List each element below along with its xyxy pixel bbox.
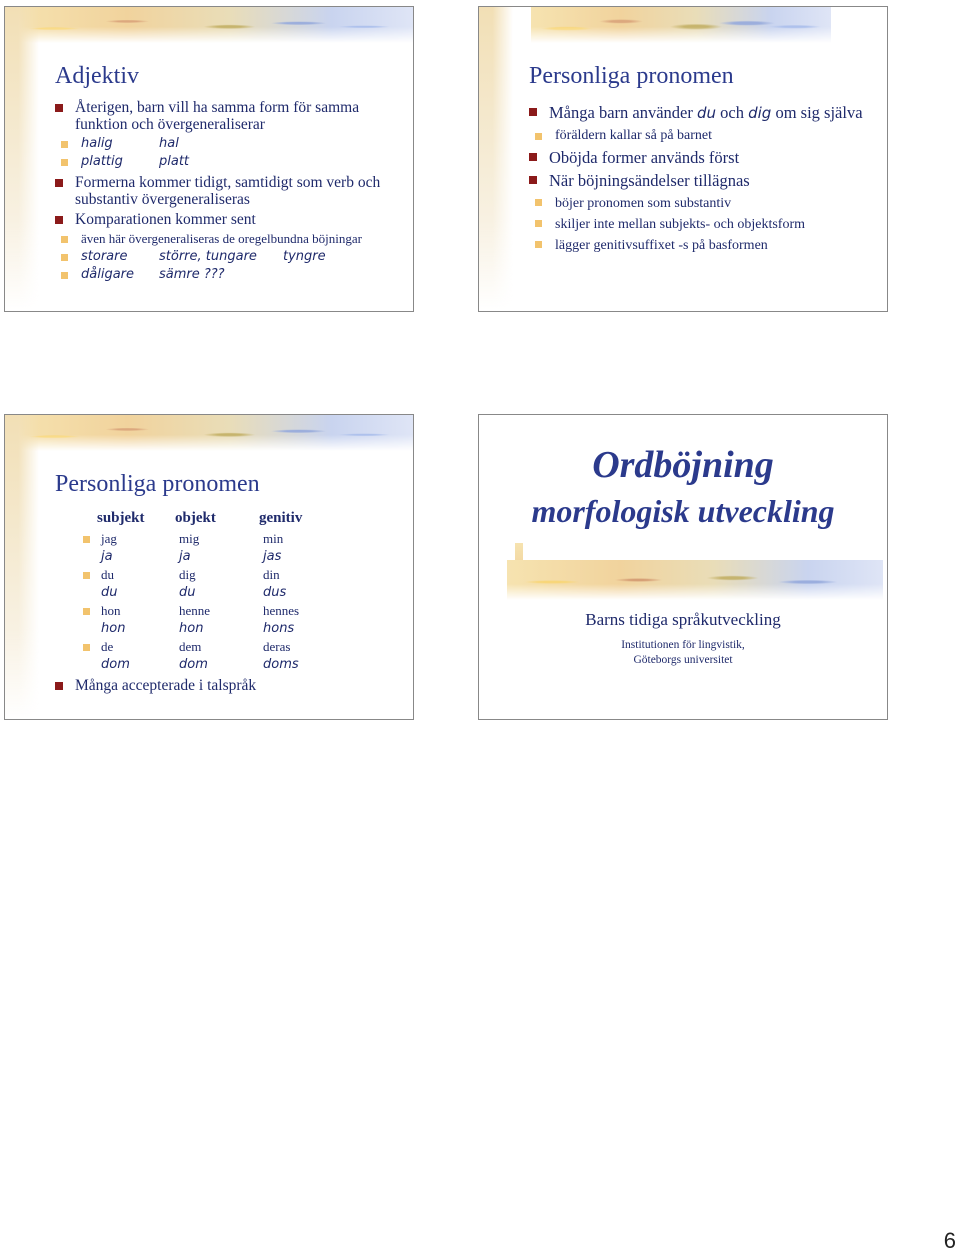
- slide-personliga-pronomen-1: [478, 6, 888, 312]
- cell: dig: [179, 567, 196, 582]
- example-adult-form: hal: [159, 136, 179, 151]
- table-row: [55, 584, 395, 602]
- bullet-item: [55, 99, 403, 171]
- cell: hon: [101, 621, 126, 636]
- cell: doms: [263, 657, 299, 672]
- sub-bullet: [529, 214, 877, 235]
- example-row: [55, 153, 403, 171]
- bullet-note: Många accepterade i talspråk: [55, 677, 256, 695]
- bullet-text: om sig själva: [771, 103, 863, 122]
- sub-bullet: [529, 127, 877, 145]
- institution-line: Göteborgs universitet: [633, 654, 733, 666]
- table-row: [55, 530, 395, 548]
- bullet-text: Formerna kommer tidigt, samtidigt som verb och substantiv övergeneraliseras: [75, 174, 381, 208]
- cell: jag: [101, 531, 117, 546]
- cell: jas: [263, 549, 282, 564]
- bullet-item: [529, 148, 877, 168]
- sub-bullet: [529, 193, 877, 214]
- bullet-text: Många barn använder: [549, 103, 697, 122]
- cell: du: [179, 585, 196, 600]
- cell: deras: [263, 639, 291, 654]
- cell: ja: [179, 549, 191, 564]
- sub-bullet-text: skiljer inte mellan subjekts- och objektsform: [555, 217, 806, 232]
- bullet-item: [529, 171, 877, 256]
- sub-bullet-text: även här övergeneraliseras de oregelbundna böjningar: [81, 231, 362, 246]
- example-row: [55, 266, 403, 284]
- table-header: [55, 510, 395, 530]
- floral-header-decoration: [5, 7, 413, 43]
- subtitle: morfologisk utveckling: [531, 493, 835, 529]
- table-row: [55, 638, 395, 656]
- cell: dem: [179, 639, 202, 654]
- slide-title: Personliga pronomen: [55, 471, 260, 497]
- header-subjekt: subjekt: [97, 510, 145, 526]
- slide-title: Adjektiv: [55, 63, 139, 89]
- pronoun-table: [55, 510, 395, 674]
- example-child-form: halig: [81, 136, 113, 151]
- institution: [479, 638, 887, 668]
- bullet-text: Återigen, barn vill ha samma form för samma funktion och övergeneraliserar: [75, 99, 360, 133]
- header-genitiv: genitiv: [259, 510, 303, 526]
- sub-bullet-text: föräldern kallar så på barnet: [555, 128, 713, 143]
- cell: dom: [179, 657, 208, 672]
- table-row: [55, 566, 395, 584]
- bullet-item: [529, 103, 877, 145]
- slide-title: Personliga pronomen: [529, 63, 734, 89]
- pronoun-dig: dig: [748, 104, 772, 122]
- bullet-text: När böjningsändelser tillägnas: [549, 171, 750, 190]
- side-gradient-decoration: [5, 7, 39, 311]
- side-gradient-decoration: [5, 415, 39, 719]
- floral-header-decoration: [531, 7, 831, 43]
- cell: hon: [179, 621, 204, 636]
- example-form: sämre ???: [159, 267, 225, 282]
- bullet-item: [55, 211, 403, 284]
- bullet-list: [55, 99, 403, 287]
- header-objekt: objekt: [175, 510, 216, 526]
- cell: hon: [101, 603, 121, 618]
- table-row: [55, 620, 395, 638]
- institution-line: Institutionen för lingvistik,: [621, 639, 745, 651]
- cell: du: [101, 567, 114, 582]
- example-child-form: plattig: [81, 154, 123, 169]
- floral-header-decoration: [5, 415, 413, 451]
- table-row: [55, 656, 395, 674]
- side-gradient-decoration: [479, 7, 513, 311]
- cell: min: [263, 531, 284, 546]
- pronoun-du: du: [696, 104, 717, 122]
- main-title: Ordböjning: [592, 444, 774, 486]
- page-number: 6: [943, 1228, 956, 1253]
- example-child-form: storare: [81, 249, 128, 264]
- example-form: större, tungare: [159, 249, 257, 264]
- cell: de: [101, 639, 114, 654]
- cell: henne: [179, 603, 211, 618]
- sub-bullet: [55, 230, 403, 248]
- cell: hennes: [263, 603, 300, 618]
- cell: dom: [101, 657, 130, 672]
- bullet-text: Komparationen kommer sent: [75, 211, 256, 228]
- bullet-item: [55, 174, 403, 208]
- bullet-text: Oböjda former används först: [549, 148, 740, 167]
- example-child-form: dåligare: [81, 267, 135, 282]
- cell: din: [263, 567, 280, 582]
- example-row: [55, 135, 403, 153]
- floral-band-decoration: [507, 560, 883, 600]
- sub-bullet: [529, 235, 877, 256]
- cell: du: [101, 585, 118, 600]
- table-row: [55, 548, 395, 566]
- cell: ja: [101, 549, 113, 564]
- cell: hons: [263, 621, 295, 636]
- example-form: tyngre: [283, 249, 326, 264]
- sub-bullet-text: böjer pronomen som substantiv: [555, 196, 732, 211]
- sub-bullet-text: lägger genitivsuffixet -s på basformen: [555, 238, 768, 253]
- example-adult-form: platt: [159, 154, 190, 169]
- table-row: [55, 602, 395, 620]
- cell: mig: [179, 531, 200, 546]
- cell: dus: [263, 585, 287, 600]
- bullet-text: och: [716, 103, 749, 122]
- example-row: [55, 248, 403, 266]
- slide-personliga-pronomen-2: [4, 414, 414, 720]
- slide-title-ordbojning: [478, 414, 888, 720]
- course-name: Barns tidiga språkutveckling: [585, 610, 781, 629]
- slide-adjektiv: [4, 6, 414, 312]
- bullet-list: [529, 103, 877, 259]
